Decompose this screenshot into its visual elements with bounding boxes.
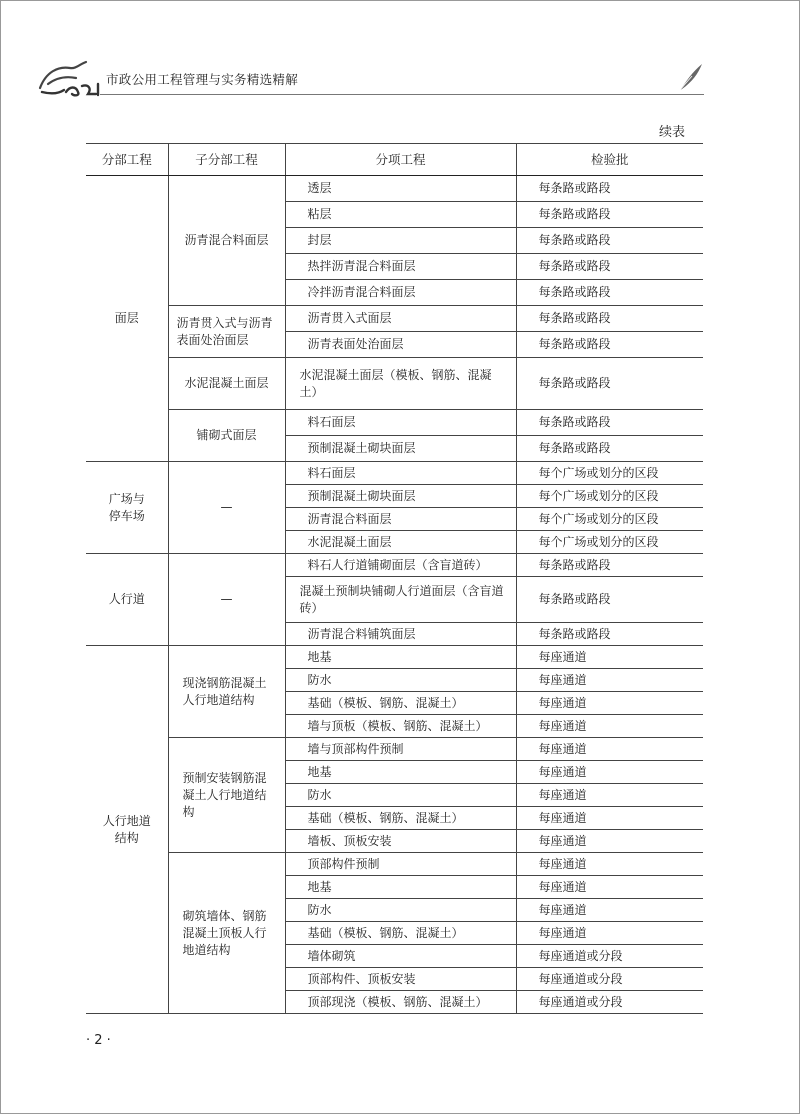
header-cell: 检验批 xyxy=(516,144,703,176)
batch-cell: 每座通道 xyxy=(516,692,703,715)
header-cell: 分部工程 xyxy=(86,144,168,176)
batch-cell: 每座通道 xyxy=(516,669,703,692)
batch-cell: 每条路或路段 xyxy=(516,358,703,410)
quill-pen-icon xyxy=(678,62,704,92)
batch-cell: 每条路或路段 xyxy=(516,280,703,306)
subsection-cell: 预制安装钢筋混凝土人行地道结构 xyxy=(168,738,285,853)
item-cell: 沥青混合料面层 xyxy=(285,508,516,531)
item-cell: 墙体砌筑 xyxy=(285,945,516,968)
batch-cell: 每座通道 xyxy=(516,715,703,738)
section-cell: 人行道 xyxy=(86,554,168,646)
item-cell: 料石人行道铺砌面层（含盲道砖） xyxy=(285,554,516,577)
section-cell: 面层 xyxy=(86,176,168,462)
item-cell: 防水 xyxy=(285,784,516,807)
item-cell: 预制混凝土砌块面层 xyxy=(285,436,516,462)
subsection-cell: 沥青贯入式与沥青表面处治面层 xyxy=(168,306,285,358)
batch-cell: 每座通道或分段 xyxy=(516,945,703,968)
batch-cell: 每座通道 xyxy=(516,899,703,922)
batch-cell: 每条路或路段 xyxy=(516,577,703,623)
table-row xyxy=(86,358,703,410)
subsection-cell: 沥青混合料面层 xyxy=(168,176,285,306)
item-cell: 封层 xyxy=(285,228,516,254)
batch-cell: 每座通道 xyxy=(516,853,703,876)
item-cell: 顶部构件、顶板安装 xyxy=(285,968,516,991)
item-cell: 料石面层 xyxy=(285,410,516,436)
batch-cell: 每个广场或划分的区段 xyxy=(516,485,703,508)
batch-cell: 每座通道 xyxy=(516,738,703,761)
batch-cell: 每座通道 xyxy=(516,807,703,830)
item-cell: 基础（模板、钢筋、混凝土） xyxy=(285,692,516,715)
batch-cell: 每座通道 xyxy=(516,646,703,669)
batch-cell: 每个广场或划分的区段 xyxy=(516,508,703,531)
item-cell: 地基 xyxy=(285,876,516,899)
batch-cell: 每座通道或分段 xyxy=(516,968,703,991)
header-cell: 分项工程 xyxy=(285,144,516,176)
table-row xyxy=(86,646,703,669)
subsection-cell: 铺砌式面层 xyxy=(168,410,285,462)
item-cell: 顶部构件预制 xyxy=(285,853,516,876)
table-row xyxy=(86,554,703,577)
item-cell: 水泥混凝土面层 xyxy=(285,531,516,554)
item-cell: 预制混凝土砌块面层 xyxy=(285,485,516,508)
header-rule xyxy=(100,94,704,95)
batch-cell: 每座通道 xyxy=(516,784,703,807)
batch-cell: 每个广场或划分的区段 xyxy=(516,462,703,485)
item-cell: 粘层 xyxy=(285,202,516,228)
item-cell: 水泥混凝土面层（模板、钢筋、混凝土） xyxy=(285,358,516,410)
batch-cell: 每条路或路段 xyxy=(516,176,703,202)
section-cell: 广场与 停车场 xyxy=(86,462,168,554)
item-cell: 冷拌沥青混合料面层 xyxy=(285,280,516,306)
batch-cell: 每条路或路段 xyxy=(516,306,703,332)
running-header xyxy=(36,56,704,98)
subsection-cell: 砌筑墙体、钢筋混凝土顶板人行地道结构 xyxy=(168,853,285,1014)
item-cell: 透层 xyxy=(285,176,516,202)
continued-label: 续表 xyxy=(658,125,685,140)
item-cell: 料石面层 xyxy=(285,462,516,485)
batch-cell: 每个广场或划分的区段 xyxy=(516,531,703,554)
table-row xyxy=(86,176,703,202)
batch-cell: 每座通道或分段 xyxy=(516,991,703,1014)
table-header-row xyxy=(86,144,703,176)
item-cell: 沥青贯入式面层 xyxy=(285,306,516,332)
batch-cell: 每条路或路段 xyxy=(516,436,703,462)
batch-cell: 每座通道 xyxy=(516,922,703,945)
section-cell: 人行地道 结构 xyxy=(86,646,168,1014)
item-cell: 地基 xyxy=(285,646,516,669)
inspection-table xyxy=(86,143,703,1014)
header-cell: 子分部工程 xyxy=(168,144,285,176)
table-row xyxy=(86,738,703,761)
batch-cell: 每条路或路段 xyxy=(516,623,703,646)
table-row xyxy=(86,462,703,485)
subsection-cell: — xyxy=(168,462,285,554)
table-row xyxy=(86,306,703,332)
batch-cell: 每座通道 xyxy=(516,761,703,784)
item-cell: 墙与顶部构件预制 xyxy=(285,738,516,761)
batch-cell: 每条路或路段 xyxy=(516,554,703,577)
item-cell: 沥青混合料铺筑面层 xyxy=(285,623,516,646)
item-cell: 地基 xyxy=(285,761,516,784)
table-row xyxy=(86,853,703,876)
batch-cell: 每条路或路段 xyxy=(516,410,703,436)
item-cell: 热拌沥青混合料面层 xyxy=(285,254,516,280)
batch-cell: 每条路或路段 xyxy=(516,254,703,280)
dragon-2021-logo-icon xyxy=(36,58,104,98)
item-cell: 墙与顶板（模板、钢筋、混凝土） xyxy=(285,715,516,738)
batch-cell: 每条路或路段 xyxy=(516,202,703,228)
batch-cell: 每条路或路段 xyxy=(516,332,703,358)
item-cell: 混凝土预制块铺砌人行道面层（含盲道砖） xyxy=(285,577,516,623)
header-title: 市政公用工程管理与实务精选精解 xyxy=(106,72,299,87)
page-number: · 2 · xyxy=(86,1033,111,1048)
table-row xyxy=(86,410,703,436)
batch-cell: 每条路或路段 xyxy=(516,228,703,254)
subsection-cell: — xyxy=(168,554,285,646)
batch-cell: 每座通道 xyxy=(516,830,703,853)
item-cell: 顶部现浇（模板、钢筋、混凝土） xyxy=(285,991,516,1014)
item-cell: 墙板、顶板安装 xyxy=(285,830,516,853)
item-cell: 沥青表面处治面层 xyxy=(285,332,516,358)
item-cell: 基础（模板、钢筋、混凝土） xyxy=(285,922,516,945)
item-cell: 基础（模板、钢筋、混凝土） xyxy=(285,807,516,830)
subsection-cell: 水泥混凝土面层 xyxy=(168,358,285,410)
item-cell: 防水 xyxy=(285,669,516,692)
batch-cell: 每座通道 xyxy=(516,876,703,899)
subsection-cell: 现浇钢筋混凝土人行地道结构 xyxy=(168,646,285,738)
item-cell: 防水 xyxy=(285,899,516,922)
